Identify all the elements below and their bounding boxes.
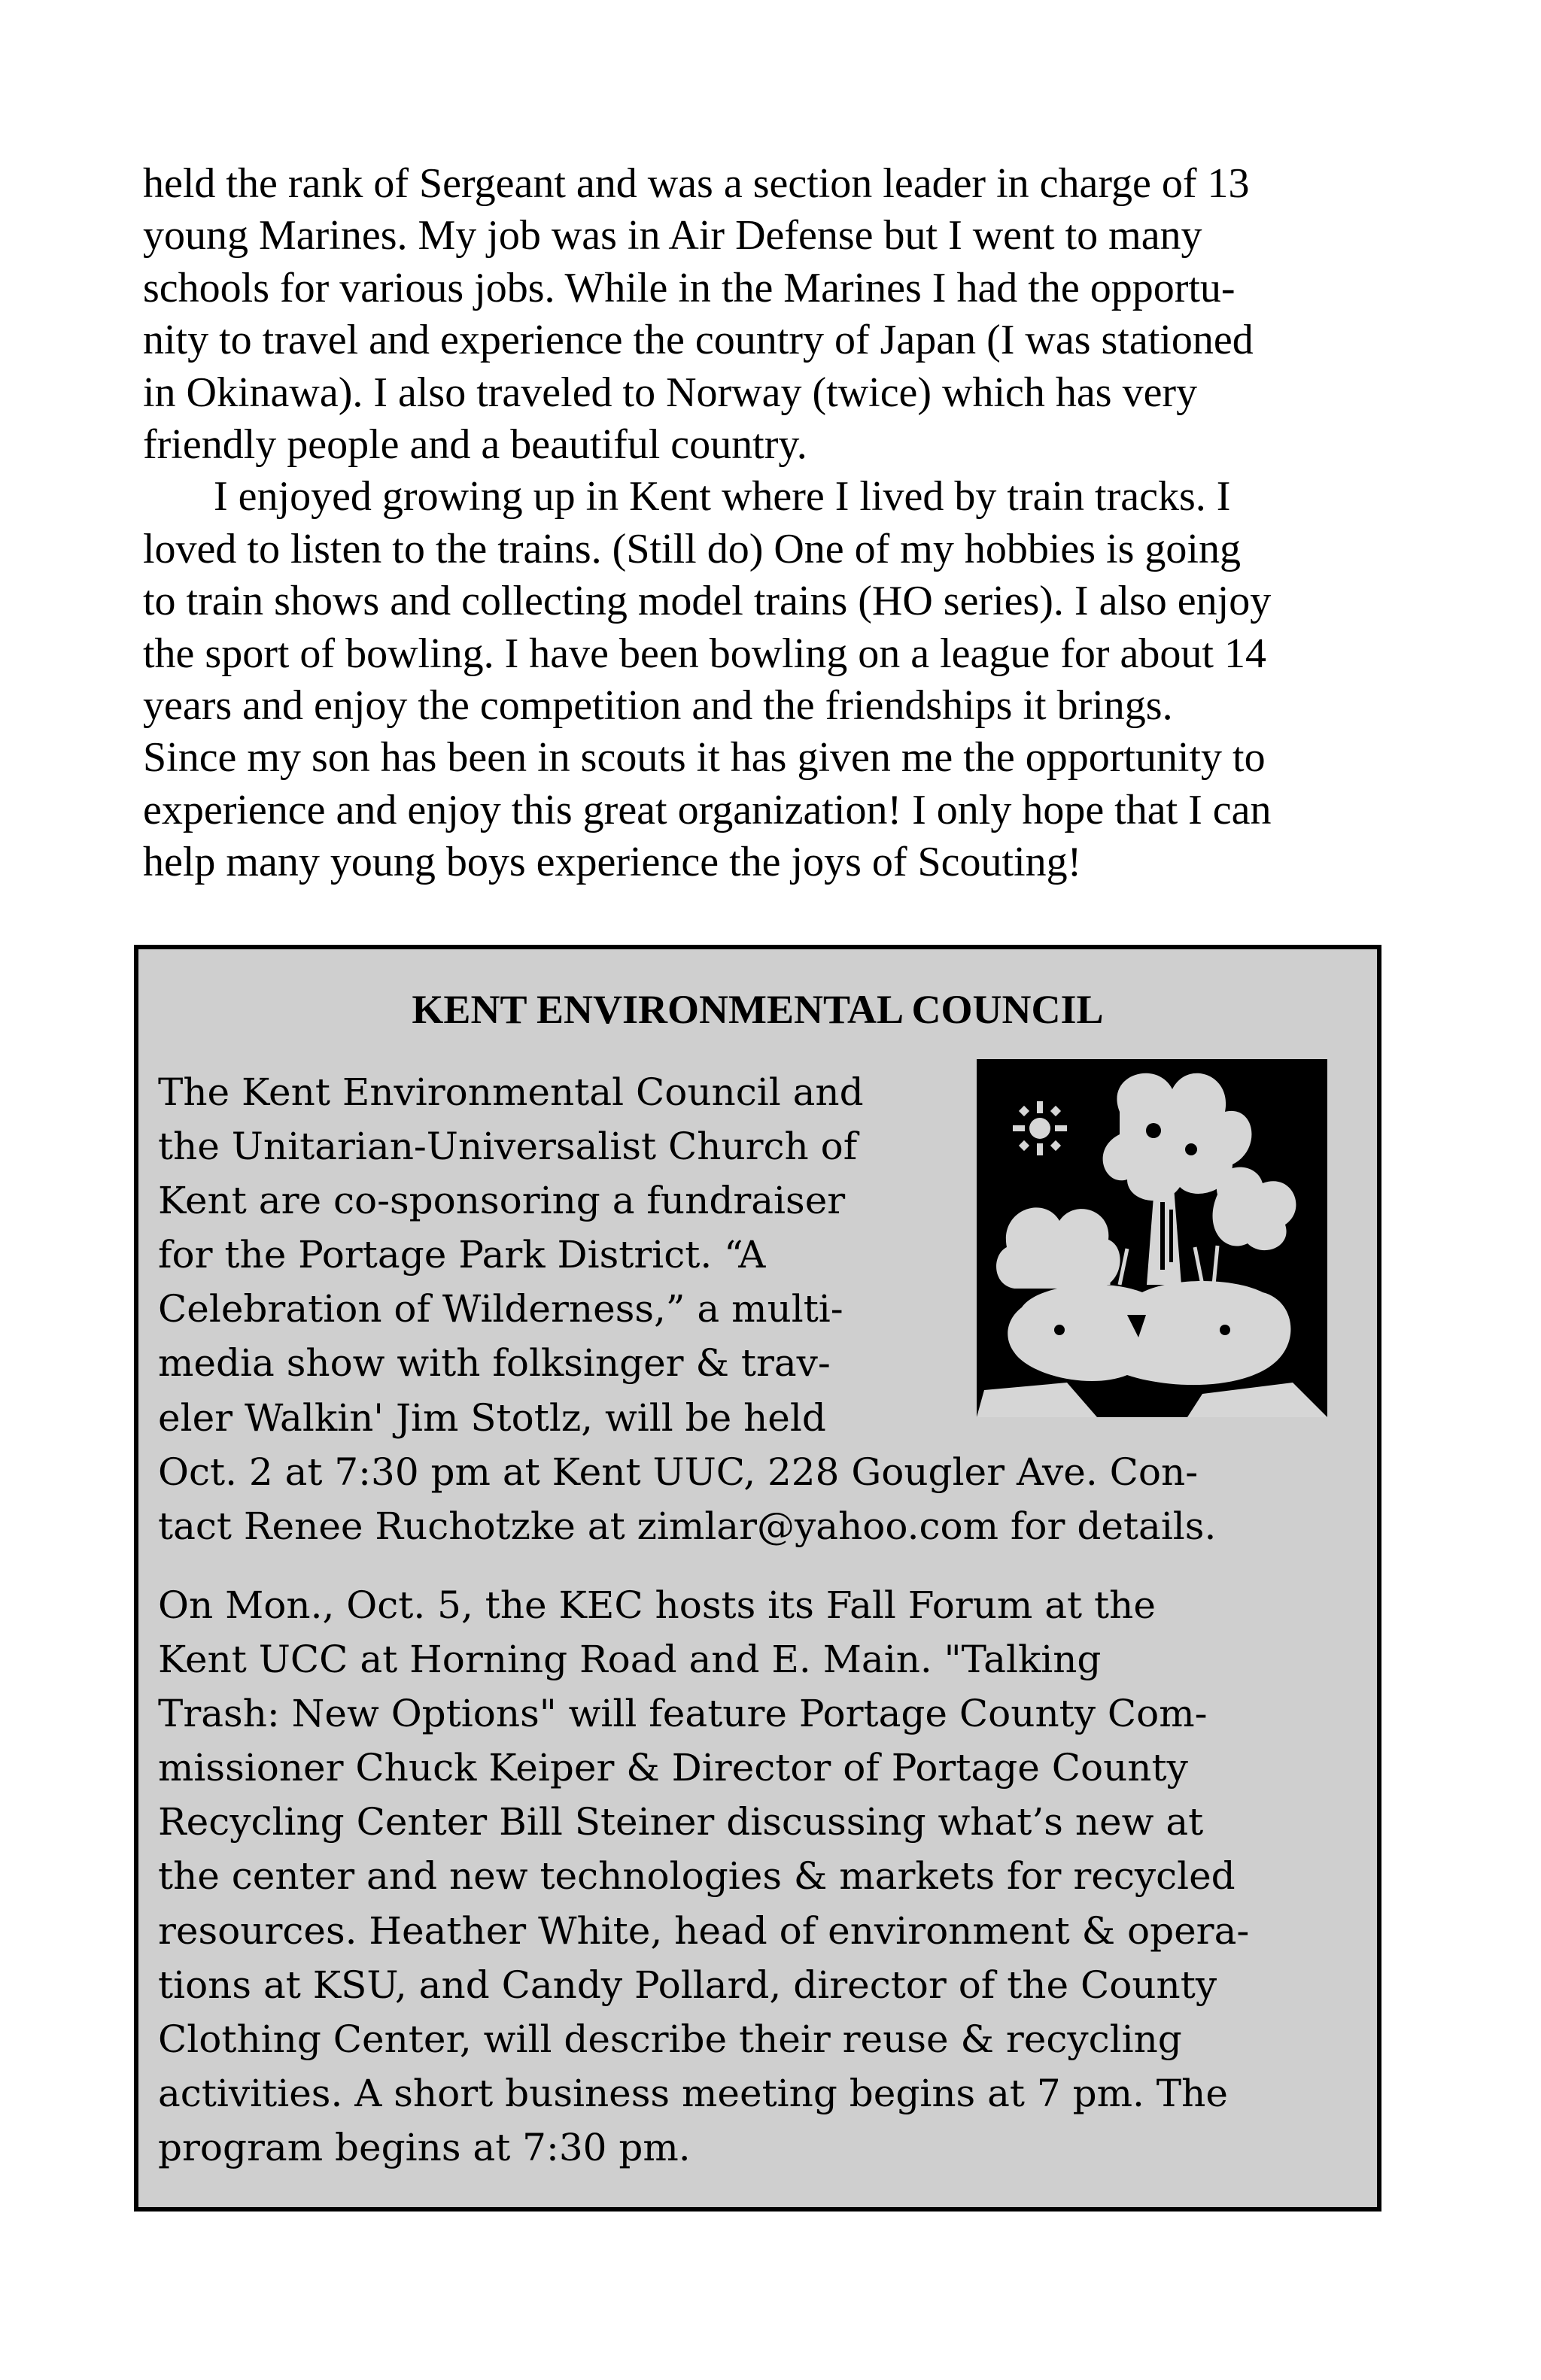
article-line: years and enjoy the competition and the friendships it brings. <box>143 682 1173 730</box>
kec-line: eler Walkin' Jim Stotlz, will be held <box>158 1395 826 1440</box>
article-line: schools for various jobs. While in the Marines I had the opportu- <box>143 264 1236 311</box>
scout-leader-bio-article <box>143 158 1407 889</box>
kec-announcement-box <box>134 945 1381 2212</box>
article-line: loved to listen to the trains. (Still do) One of my hobbies is going <box>143 525 1241 572</box>
article-line: to train shows and collecting model trains (HO series). I also enjoy <box>143 578 1272 625</box>
article-line: experience and enjoy this great organization! I only hope that I can <box>143 786 1272 833</box>
kec-heading: KENT ENVIRONMENTAL COUNCIL <box>412 987 1104 1032</box>
kec-line: Celebration of Wilderness,” a multi- <box>158 1287 843 1331</box>
kec-line: the center and new technologies & markets for recycled <box>158 1854 1236 1899</box>
article-line: I enjoyed growing up in Kent where I lived by train tracks. I <box>214 473 1231 521</box>
kec-fundraiser-paragraph <box>158 1065 1216 1553</box>
kec-line: On Mon., Oct. 5, the KEC hosts its Fall Forum at the <box>158 1583 1156 1627</box>
kec-line: tions at KSU, and Candy Pollard, director of the County <box>158 1963 1217 2007</box>
kec-line: The Kent Environmental Council and <box>158 1070 864 1114</box>
article-line: help many young boys experience the joys of Scouting! <box>143 839 1082 886</box>
kec-line: resources. Heather White, head of environment & opera- <box>158 1908 1250 1953</box>
kec-line: Kent UCC at Horning Road and E. Main. "Talking <box>158 1638 1102 1682</box>
kec-line: Oct. 2 at 7:30 pm at Kent UUC, 228 Gougler Ave. Con- <box>158 1450 1199 1494</box>
kec-fall-forum-paragraph <box>158 1578 1249 2175</box>
kec-line: Recycling Center Bill Steiner discussing what’s new at <box>158 1800 1204 1844</box>
kec-line: activities. A short business meeting begins at 7 pm. The <box>158 2071 1228 2115</box>
kec-line: Clothing Center, will describe their reuse & recycling <box>158 2017 1182 2061</box>
kec-line: program begins at 7:30 pm. <box>158 2125 691 2169</box>
article-line: young Marines. My job was in Air Defense but I went to many <box>143 212 1202 260</box>
kec-line: Kent are co-sponsoring a fundraiser <box>158 1179 846 1223</box>
kec-line: the Unitarian-Universalist Church of <box>158 1125 858 1169</box>
kec-line: media show with folksinger & trav- <box>158 1341 831 1386</box>
article-line: friendly people and a beautiful country. <box>143 421 807 469</box>
article-line: Since my son has been in scouts it has given me the opportunity to <box>143 734 1266 782</box>
kec-line: missioner Chuck Keiper & Director of Portage County <box>158 1746 1188 1790</box>
kec-line: for the Portage Park District. “A <box>158 1233 766 1277</box>
kec-line: Trash: New Options" will feature Portage County Com- <box>158 1692 1208 1736</box>
article-line: held the rank of Sergeant and was a section leader in charge of 13 <box>143 160 1250 207</box>
kec-line: tact Renee Ruchotzke at zimlar@yahoo.com for details. <box>158 1504 1217 1548</box>
article-line: nity to travel and experience the country of Japan (I was stationed <box>143 317 1254 364</box>
article-line: the sport of bowling. I have been bowling on a league for about 14 <box>143 630 1266 677</box>
article-line: in Okinawa). I also traveled to Norway (twice) which has very <box>143 369 1198 416</box>
